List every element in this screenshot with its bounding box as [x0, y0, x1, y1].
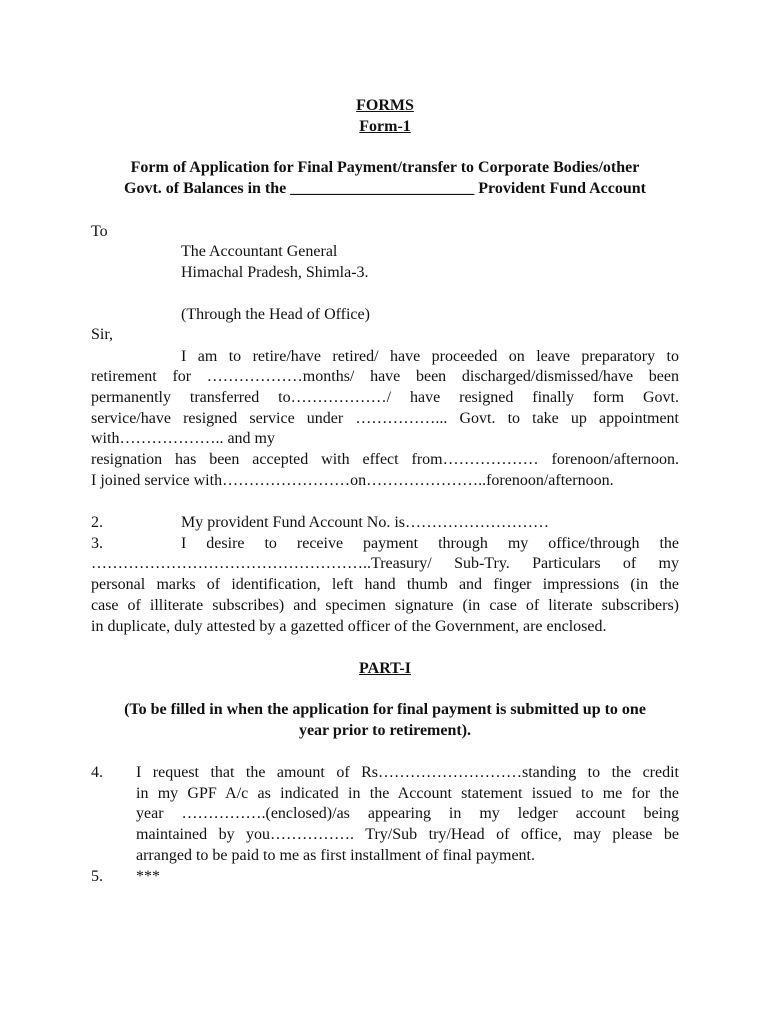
item-2-text: My provident Fund Account No. is……………………… — [181, 514, 549, 531]
item-5-number: 5. — [91, 868, 103, 885]
para1-line: I am to retire/have retired/ have proceeded on leave preparatory to — [181, 348, 679, 365]
item-4-line: in my GPF A/c as indicated in the Account statement issued to me for the — [136, 785, 679, 802]
salutation: Sir, — [91, 326, 114, 343]
para1-line: with……………….. and my — [91, 430, 275, 447]
item-3-number: 3. — [91, 535, 103, 552]
through-head-of-office: (Through the Head of Office) — [181, 306, 370, 323]
item-4-line: year …………….(enclosed)/as appearing in my ledger account being — [136, 805, 679, 822]
item-4-line: I request that the amount of Rs………………………standing to the credit — [136, 764, 679, 781]
part-subheading-line-1: (To be filled in when the application for final payment is submitted up to one — [124, 701, 646, 718]
addressee-to: To — [91, 223, 108, 240]
form-number: Form-1 — [359, 118, 411, 135]
item-5-text: *** — [136, 868, 160, 885]
part-heading: PART-I — [359, 660, 411, 677]
item-3-line: ……………………………………………..Treasury/ Sub-Try. Particulars of my — [91, 555, 679, 572]
para1-line: retirement for ………………months/ have been discharged/dismissed/have been — [91, 368, 679, 385]
item-4-line: arranged to be paid to me as first installment of final payment. — [136, 847, 535, 864]
item-3-first-line: I desire to receive payment through my office/through the — [181, 535, 679, 552]
para1-line: permanently transferred to………………/ have resigned finally form Govt. — [91, 389, 679, 406]
item-4-number: 4. — [91, 764, 103, 781]
item-3-line: case of illiterate subscribes) and specimen signature (in case of literate subscribers) — [91, 597, 679, 614]
item-2-number: 2. — [91, 514, 103, 531]
addressee-line-1: The Accountant General — [181, 243, 338, 260]
item-3-line: personal marks of identification, left hand thumb and finger impressions (in the — [91, 576, 679, 593]
para1-line: resignation has been accepted with effect from……………… forenoon/afternoon. — [91, 451, 679, 468]
part-subheading-line-2: year prior to retirement). — [298, 722, 472, 739]
para1-line: I joined service with……………………on…………………..forenoon/afternoon. — [91, 472, 614, 489]
forms-heading: FORMS — [356, 97, 414, 114]
para1-line: service/have resigned service under ……………... Govt. to take up appointment — [91, 410, 679, 427]
item-3-line: in duplicate, duly attested by a gazetted officer of the Government, are enclosed. — [91, 618, 607, 635]
form-title-line-2: Govt. of Balances in the _______________________ Provident Fund Account — [124, 180, 646, 197]
form-title-line-1: Form of Application for Final Payment/transfer to Corporate Bodies/other — [130, 159, 640, 176]
item-4-line: maintained by you……………. Try/Sub try/Head of office, may please be — [136, 826, 679, 843]
addressee-line-2: Himachal Pradesh, Shimla-3. — [181, 264, 369, 281]
